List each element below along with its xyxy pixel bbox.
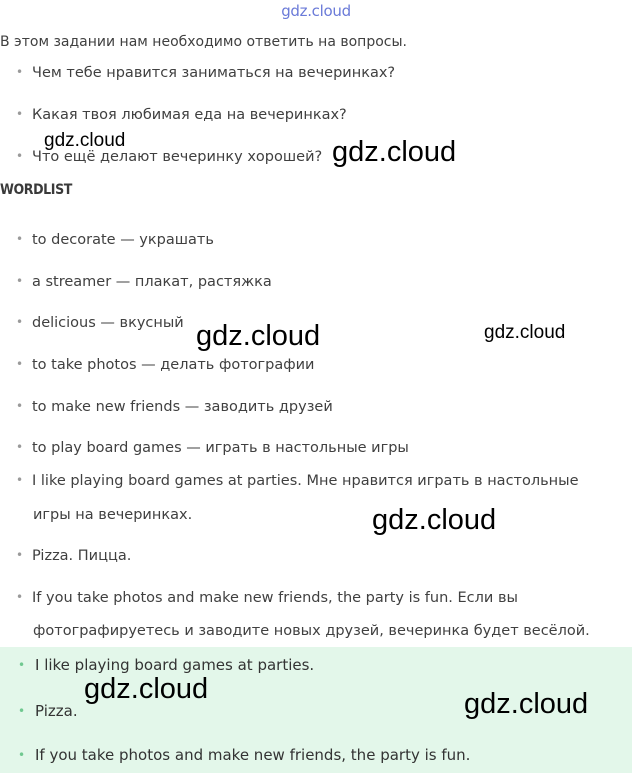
bullet-icon: • [18,748,26,762]
wordlist-item [16,315,184,331]
answer-text: I like playing board games at parties. [35,656,315,674]
wordlist-text: a streamer — плакат, растяжка [32,274,272,290]
translation-item [16,548,131,564]
translation-item [16,590,518,606]
watermark: gdz.cloud [372,504,497,536]
wordlist-text: delicious — вкусный [32,315,184,331]
watermark: gdz.cloud [44,130,126,151]
answer-text: If you take photos and make new friends, the party is fun. [35,746,471,764]
watermark: gdz.cloud [196,320,321,352]
question-item [16,65,395,81]
wordlist-text: to decorate — украшать [32,232,214,248]
answer-text: Pizza. [35,702,78,720]
translation-text: Pizza. Пицца. [32,548,132,564]
bullet-icon: • [16,232,24,246]
question-text: Какая твоя любимая еда на вечеринках? [32,107,347,123]
wordlist-item [16,357,314,373]
wordlist-text: to play board games — играть в настольные игры [32,440,409,456]
bullet-icon: • [16,315,24,329]
bullet-icon: • [16,357,24,371]
watermark: gdz.cloud [332,136,457,168]
translation-text: фотографируетесь и заводите новых друзей, вечеринка будет весёлой. [33,623,590,639]
translation-continuation [33,507,192,523]
wordlist-text: to make new friends — заводить друзей [32,399,333,415]
bullet-icon: • [16,274,24,288]
bullet-icon: • [16,399,24,413]
wordlist-item [16,232,214,248]
question-text: Чем тебе нравится заниматься на вечеринках? [32,65,396,81]
bullet-icon: • [16,590,24,604]
answer-item [18,656,314,674]
question-item [16,107,347,123]
translation-item [16,473,579,489]
bullet-icon: • [16,65,24,79]
bullet-icon: • [16,473,24,487]
bullet-icon: • [16,548,24,562]
translation-text: If you take photos and make new friends, the party is fun. Если вы [32,590,518,606]
bullet-icon: • [16,440,24,454]
wordlist-text: to take photos — делать фотографии [32,357,315,373]
intro-text: В этом задании нам необходимо ответить на вопросы. [0,34,407,50]
wordlist-item [16,440,409,456]
bullet-icon: • [16,107,24,121]
question-text: Что ещё делают вечеринку хорошей? [32,149,323,165]
answer-item [18,746,470,764]
bullet-icon: • [18,658,26,672]
translation-text: игры на вечеринках. [33,507,193,523]
watermark: gdz.cloud [84,673,209,705]
translation-continuation [33,623,590,639]
wordlist-heading: WORDLIST [0,182,72,198]
wordlist-item [16,399,333,415]
translation-text: I like playing board games at parties. Мне нравится играть в настольные [32,473,579,489]
answer-item [18,702,78,720]
bullet-icon: • [16,149,24,163]
watermark: gdz.cloud [464,688,589,720]
top-watermark: gdz.cloud [281,2,351,20]
bullet-icon: • [18,704,26,718]
wordlist-item [16,274,272,290]
watermark: gdz.cloud [484,322,566,343]
